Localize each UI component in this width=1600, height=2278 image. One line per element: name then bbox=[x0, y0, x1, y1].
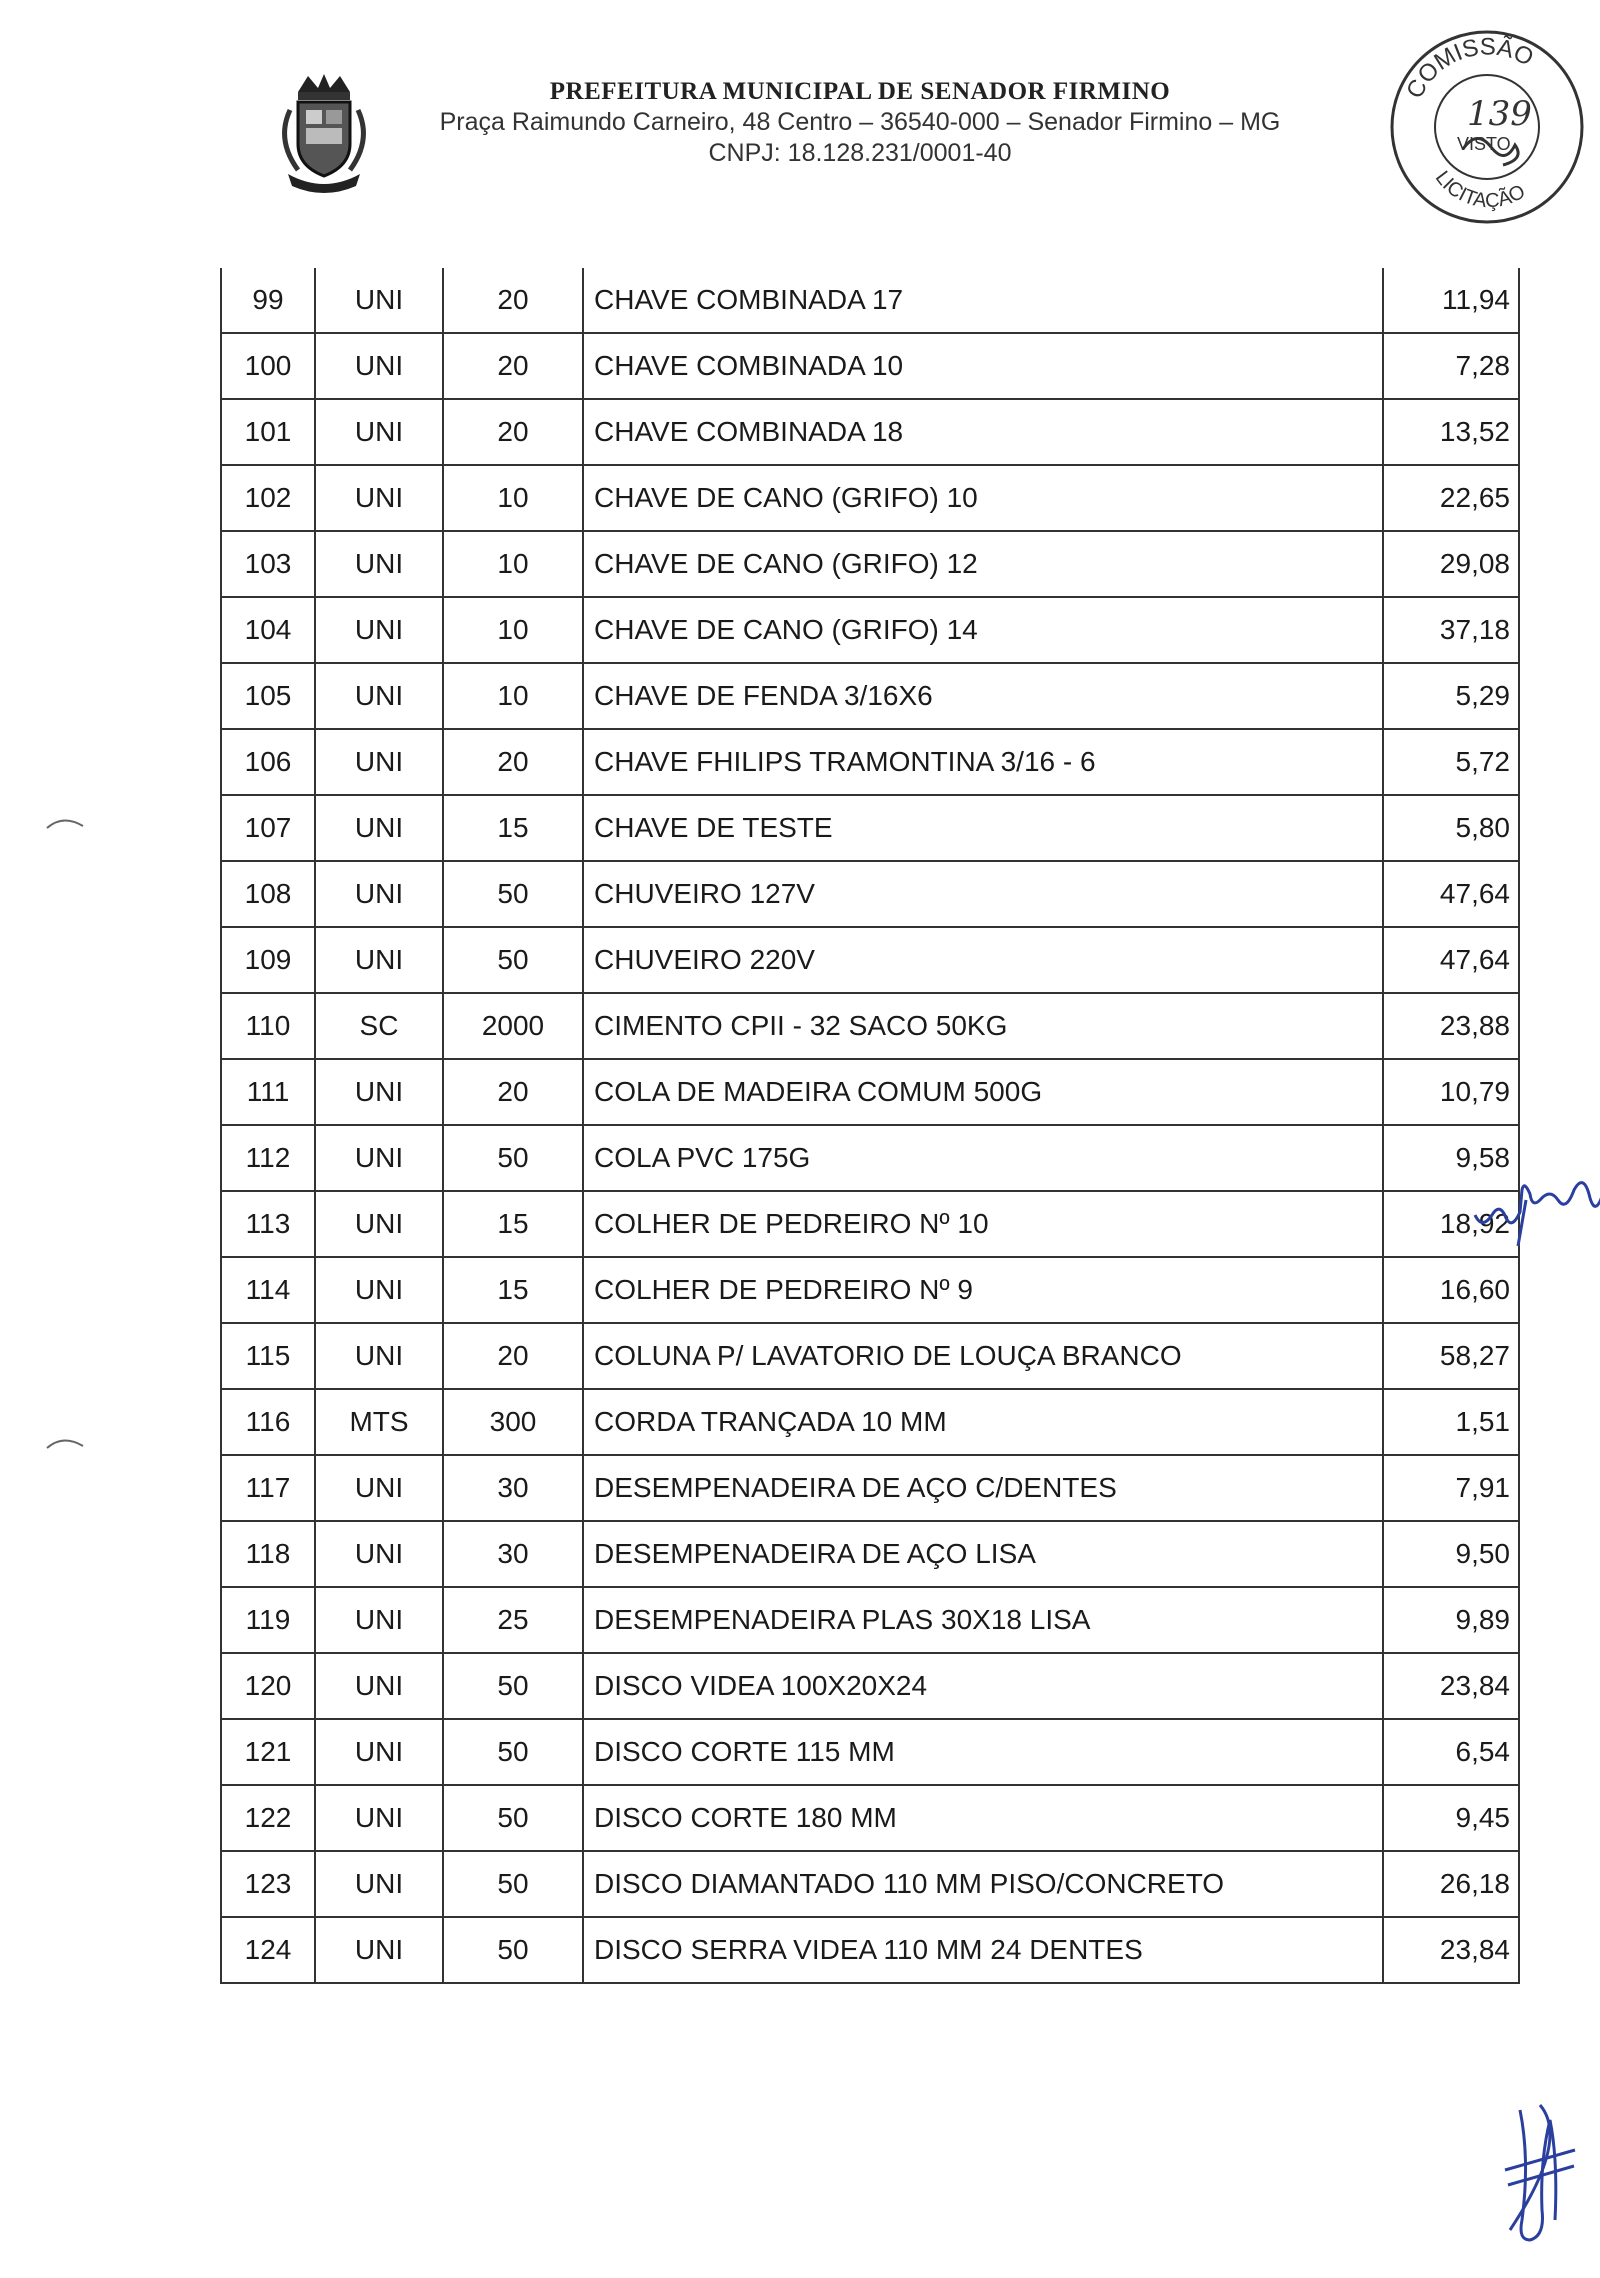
quantity-cell: 15 bbox=[443, 1257, 583, 1323]
item-number-cell: 113 bbox=[221, 1191, 315, 1257]
unit-cell: UNI bbox=[315, 663, 443, 729]
quantity-cell: 50 bbox=[443, 1719, 583, 1785]
table-row bbox=[221, 333, 1519, 399]
quantity-cell: 50 bbox=[443, 1785, 583, 1851]
coat-of-arms-icon bbox=[268, 70, 380, 195]
municipality-cnpj: CNPJ: 18.128.231/0001-40 bbox=[708, 139, 1012, 167]
unit-cell: UNI bbox=[315, 1191, 443, 1257]
unit-price-cell: 23,84 bbox=[1383, 1917, 1519, 1983]
table-row bbox=[221, 1323, 1519, 1389]
price-table-body bbox=[221, 268, 1519, 1983]
item-number-cell: 103 bbox=[221, 531, 315, 597]
unit-price-cell: 9,50 bbox=[1383, 1521, 1519, 1587]
item-number-cell: 107 bbox=[221, 795, 315, 861]
item-number-cell: 119 bbox=[221, 1587, 315, 1653]
unit-price-cell: 5,80 bbox=[1383, 795, 1519, 861]
unit-cell: UNI bbox=[315, 597, 443, 663]
unit-price-cell: 13,52 bbox=[1383, 399, 1519, 465]
item-number-cell: 115 bbox=[221, 1323, 315, 1389]
quantity-cell: 300 bbox=[443, 1389, 583, 1455]
quantity-cell: 20 bbox=[443, 1059, 583, 1125]
quantity-cell: 20 bbox=[443, 399, 583, 465]
quantity-cell: 10 bbox=[443, 531, 583, 597]
description-cell: CHAVE FHILIPS TRAMONTINA 3/16 - 6 bbox=[583, 729, 1383, 795]
quantity-cell: 10 bbox=[443, 465, 583, 531]
municipality-title: PREFEITURA MUNICIPAL DE SENADOR FIRMINO bbox=[549, 78, 1171, 105]
table-row bbox=[221, 1521, 1519, 1587]
item-number-cell: 112 bbox=[221, 1125, 315, 1191]
description-cell: CHAVE DE CANO (GRIFO) 10 bbox=[583, 465, 1383, 531]
unit-price-cell: 5,29 bbox=[1383, 663, 1519, 729]
description-cell: DISCO CORTE 180 MM bbox=[583, 1785, 1383, 1851]
svg-text:LICITAÇÃO bbox=[1431, 167, 1529, 212]
unit-cell: UNI bbox=[315, 1125, 443, 1191]
quantity-cell: 50 bbox=[443, 1917, 583, 1983]
unit-cell: UNI bbox=[315, 1323, 443, 1389]
table-row bbox=[221, 597, 1519, 663]
quantity-cell: 10 bbox=[443, 663, 583, 729]
description-cell: CIMENTO CPII - 32 SACO 50KG bbox=[583, 993, 1383, 1059]
description-cell: COLA PVC 175G bbox=[583, 1125, 1383, 1191]
unit-cell: UNI bbox=[315, 1851, 443, 1917]
quantity-cell: 50 bbox=[443, 861, 583, 927]
description-cell: CORDA TRANÇADA 10 MM bbox=[583, 1389, 1383, 1455]
description-cell: DISCO SERRA VIDEA 110 MM 24 DENTES bbox=[583, 1917, 1383, 1983]
quantity-cell: 50 bbox=[443, 927, 583, 993]
table-row bbox=[221, 861, 1519, 927]
quantity-cell: 50 bbox=[443, 1653, 583, 1719]
description-cell: CHUVEIRO 127V bbox=[583, 861, 1383, 927]
unit-cell: UNI bbox=[315, 1917, 443, 1983]
quantity-cell: 20 bbox=[443, 1323, 583, 1389]
table-row bbox=[221, 1059, 1519, 1125]
unit-cell: UNI bbox=[315, 729, 443, 795]
unit-price-cell: 9,58 bbox=[1383, 1125, 1519, 1191]
table-row bbox=[221, 399, 1519, 465]
unit-price-cell: 22,65 bbox=[1383, 465, 1519, 531]
unit-price-cell: 10,79 bbox=[1383, 1059, 1519, 1125]
table-row bbox=[221, 663, 1519, 729]
stamp-top-text: COMISSÃO bbox=[1401, 33, 1538, 103]
unit-price-cell: 9,89 bbox=[1383, 1587, 1519, 1653]
unit-price-cell: 5,72 bbox=[1383, 729, 1519, 795]
quantity-cell: 15 bbox=[443, 795, 583, 861]
description-cell: DESEMPENADEIRA DE AÇO C/DENTES bbox=[583, 1455, 1383, 1521]
table-row bbox=[221, 1257, 1519, 1323]
table-row bbox=[221, 1389, 1519, 1455]
unit-cell: MTS bbox=[315, 1389, 443, 1455]
unit-price-cell: 11,94 bbox=[1383, 268, 1519, 333]
description-cell: CHAVE COMBINADA 17 bbox=[583, 268, 1383, 333]
unit-cell: UNI bbox=[315, 1455, 443, 1521]
unit-price-cell: 6,54 bbox=[1383, 1719, 1519, 1785]
item-number-cell: 121 bbox=[221, 1719, 315, 1785]
item-number-cell: 104 bbox=[221, 597, 315, 663]
table-row bbox=[221, 268, 1519, 333]
table-row bbox=[221, 1719, 1519, 1785]
unit-price-cell: 23,84 bbox=[1383, 1653, 1519, 1719]
svg-text:COMISSÃO bbox=[1401, 33, 1538, 103]
unit-price-cell: 58,27 bbox=[1383, 1323, 1519, 1389]
unit-price-cell: 47,64 bbox=[1383, 861, 1519, 927]
item-number-cell: 124 bbox=[221, 1917, 315, 1983]
unit-cell: UNI bbox=[315, 1587, 443, 1653]
unit-price-cell: 26,18 bbox=[1383, 1851, 1519, 1917]
unit-price-cell: 47,64 bbox=[1383, 927, 1519, 993]
item-number-cell: 116 bbox=[221, 1389, 315, 1455]
table-row bbox=[221, 1587, 1519, 1653]
unit-cell: UNI bbox=[315, 795, 443, 861]
unit-price-cell: 37,18 bbox=[1383, 597, 1519, 663]
item-number-cell: 122 bbox=[221, 1785, 315, 1851]
quantity-cell: 50 bbox=[443, 1851, 583, 1917]
table-row bbox=[221, 465, 1519, 531]
unit-price-cell: 29,08 bbox=[1383, 531, 1519, 597]
unit-cell: UNI bbox=[315, 1719, 443, 1785]
description-cell: COLUNA P/ LAVATORIO DE LOUÇA BRANCO bbox=[583, 1323, 1383, 1389]
table-row bbox=[221, 1455, 1519, 1521]
item-number-cell: 111 bbox=[221, 1059, 315, 1125]
item-number-cell: 110 bbox=[221, 993, 315, 1059]
stamp-page-number: 139 bbox=[1467, 94, 1532, 134]
item-number-cell: 114 bbox=[221, 1257, 315, 1323]
unit-cell: UNI bbox=[315, 333, 443, 399]
quantity-cell: 25 bbox=[443, 1587, 583, 1653]
item-number-cell: 101 bbox=[221, 399, 315, 465]
unit-cell: UNI bbox=[315, 1521, 443, 1587]
item-number-cell: 109 bbox=[221, 927, 315, 993]
item-number-cell: 99 bbox=[221, 268, 315, 333]
item-number-cell: 105 bbox=[221, 663, 315, 729]
table-row bbox=[221, 1125, 1519, 1191]
commission-stamp bbox=[1385, 25, 1590, 230]
quantity-cell: 50 bbox=[443, 1125, 583, 1191]
description-cell: DISCO VIDEA 100X20X24 bbox=[583, 1653, 1383, 1719]
quantity-cell: 10 bbox=[443, 597, 583, 663]
scan-mark bbox=[45, 810, 85, 830]
description-cell: DISCO DIAMANTADO 110 MM PISO/CONCRETO bbox=[583, 1851, 1383, 1917]
quantity-cell: 30 bbox=[443, 1521, 583, 1587]
description-cell: COLHER DE PEDREIRO Nº 9 bbox=[583, 1257, 1383, 1323]
municipality-address: Praça Raimundo Carneiro, 48 Centro – 36540-000 – Senador Firmino – MG bbox=[439, 108, 1281, 136]
item-number-cell: 118 bbox=[221, 1521, 315, 1587]
unit-cell: UNI bbox=[315, 531, 443, 597]
quantity-cell: 20 bbox=[443, 333, 583, 399]
unit-cell: UNI bbox=[315, 268, 443, 333]
item-number-cell: 120 bbox=[221, 1653, 315, 1719]
unit-price-cell: 7,91 bbox=[1383, 1455, 1519, 1521]
table-row bbox=[221, 795, 1519, 861]
table-row bbox=[221, 729, 1519, 795]
table-row bbox=[221, 1653, 1519, 1719]
quantity-cell: 30 bbox=[443, 1455, 583, 1521]
item-number-cell: 108 bbox=[221, 861, 315, 927]
description-cell: DISCO CORTE 115 MM bbox=[583, 1719, 1383, 1785]
item-number-cell: 100 bbox=[221, 333, 315, 399]
quantity-cell: 2000 bbox=[443, 993, 583, 1059]
description-cell: CHAVE DE CANO (GRIFO) 14 bbox=[583, 597, 1383, 663]
table-row bbox=[221, 1917, 1519, 1983]
table-row bbox=[221, 1191, 1519, 1257]
item-number-cell: 106 bbox=[221, 729, 315, 795]
item-number-cell: 102 bbox=[221, 465, 315, 531]
stamp-center-text: VISTO bbox=[1457, 134, 1511, 154]
unit-cell: UNI bbox=[315, 1785, 443, 1851]
description-cell: DESEMPENADEIRA PLAS 30X18 LISA bbox=[583, 1587, 1383, 1653]
unit-cell: UNI bbox=[315, 927, 443, 993]
unit-price-cell: 18,92 bbox=[1383, 1191, 1519, 1257]
description-cell: DESEMPENADEIRA DE AÇO LISA bbox=[583, 1521, 1383, 1587]
description-cell: CHAVE DE FENDA 3/16X6 bbox=[583, 663, 1383, 729]
item-number-cell: 123 bbox=[221, 1851, 315, 1917]
description-cell: CHAVE DE TESTE bbox=[583, 795, 1383, 861]
unit-cell: UNI bbox=[315, 1059, 443, 1125]
unit-price-cell: 23,88 bbox=[1383, 993, 1519, 1059]
item-number-cell: 117 bbox=[221, 1455, 315, 1521]
quantity-cell: 15 bbox=[443, 1191, 583, 1257]
description-cell: COLHER DE PEDREIRO Nº 10 bbox=[583, 1191, 1383, 1257]
table-row bbox=[221, 993, 1519, 1059]
unit-cell: SC bbox=[315, 993, 443, 1059]
unit-price-cell: 7,28 bbox=[1383, 333, 1519, 399]
unit-cell: UNI bbox=[315, 399, 443, 465]
table-row bbox=[221, 927, 1519, 993]
signature bbox=[1500, 2100, 1580, 2250]
unit-cell: UNI bbox=[315, 1653, 443, 1719]
description-cell: COLA DE MADEIRA COMUM 500G bbox=[583, 1059, 1383, 1125]
stamp-bottom-text: LICITAÇÃO bbox=[1430, 167, 1530, 213]
unit-cell: UNI bbox=[315, 1257, 443, 1323]
quantity-cell: 20 bbox=[443, 729, 583, 795]
description-cell: CHAVE DE CANO (GRIFO) 12 bbox=[583, 531, 1383, 597]
handwritten-initials bbox=[1470, 1160, 1600, 1250]
unit-price-cell: 1,51 bbox=[1383, 1389, 1519, 1455]
unit-price-cell: 9,45 bbox=[1383, 1785, 1519, 1851]
quantity-cell: 20 bbox=[443, 268, 583, 333]
table-row bbox=[221, 1785, 1519, 1851]
description-cell: CHUVEIRO 220V bbox=[583, 927, 1383, 993]
description-cell: CHAVE COMBINADA 10 bbox=[583, 333, 1383, 399]
table-row bbox=[221, 1851, 1519, 1917]
table-row bbox=[221, 531, 1519, 597]
scan-mark bbox=[45, 1430, 85, 1450]
unit-cell: UNI bbox=[315, 861, 443, 927]
letterhead bbox=[380, 78, 1340, 168]
price-table bbox=[220, 268, 1520, 1984]
description-cell: CHAVE COMBINADA 18 bbox=[583, 399, 1383, 465]
unit-price-cell: 16,60 bbox=[1383, 1257, 1519, 1323]
unit-cell: UNI bbox=[315, 465, 443, 531]
